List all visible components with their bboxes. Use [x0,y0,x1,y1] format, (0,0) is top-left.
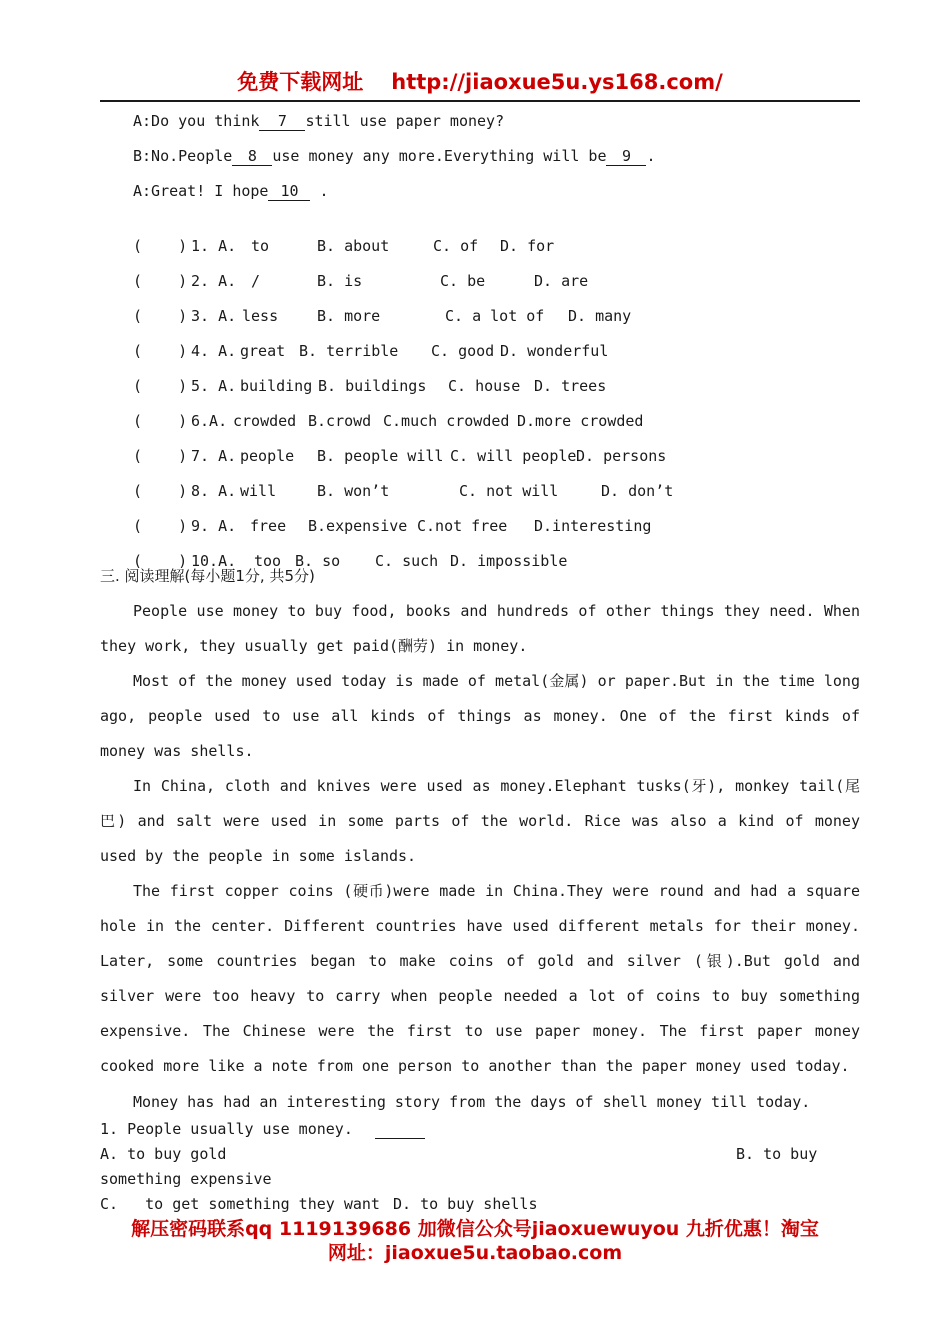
question-row: ( ) 9. A. free B.expensive C.not free D.interesting [133,517,652,535]
header-url[interactable]: http://jiaoxue5u.ys168.com/ [391,70,723,94]
passage-paragraph: People use money to buy food, books and hundreds of other things they need. When they work, they usually get paid(酬劳) in money. [100,602,860,655]
footer-line-2[interactable]: 网址：jiaoxue5u.taobao.com [327,1242,623,1264]
question-row: ( ) 6.A. crowded B.crowd C.much crowded D.more crowded [133,412,644,430]
question-row: ( ) 8. A. will B. won’t C. not will D. don’t [133,482,674,500]
section-title: 三. 阅读理解(每小题1分, 共5分) [100,567,315,585]
header-title: 免费下载网址 [237,70,364,94]
dialog-line-b: B:No.People 8 use money any more.Everything will be 9 . [133,147,656,165]
question-row: ( ) 3. A. less B. more C. a lot of D. many [133,307,632,325]
question-row: ( ) 4. A. great B. terrible C. good D. wonderful [133,342,609,360]
option-a: A. to buy gold [100,1145,227,1163]
dialog-line-a1: A:Do you think 7 still use paper money? [133,112,505,130]
blank-9: 9 [606,148,646,166]
option-b: B. to buy [736,1145,818,1163]
blank-10: 10 [268,183,310,201]
page-footer [0,1217,950,1265]
question-row: ( ) 5. A. building B. buildings C. house D. trees [133,377,607,395]
passage-paragraph: Most of the money used today is made of metal(金属) or paper.But in the time long ago, people used to use all kinds of things as money. One of the first kinds of money was shells. [100,672,860,760]
option-b-continued: something expensive [100,1170,272,1188]
question-row: ( ) 7. A. people B. people will C. will people D. persons [133,447,667,465]
blank-8: 8 [232,148,272,166]
dialog-line-a2: A:Great! I hope 10 . [133,182,329,200]
passage-paragraph: In China, cloth and knives were used as money.Elephant tusks(牙), monkey tail(尾巴) and salt were used in some parts of the world. Rice was also a kind of money used by the people in some islands. [100,777,860,865]
reading-question-stem: 1. People usually use money. [100,1119,425,1139]
footer-line-1: 解压密码联系qq 1119139686 加微信公众号jiaoxuewuyou 九折优惠！淘宝 [131,1218,819,1240]
option-c: C. to get something they want [100,1195,380,1213]
passage-paragraph: Money has had an interesting story from the days of shell money till today. [133,1093,811,1111]
page-header [100,66,860,102]
question-row: ( ) 1. A. to B. about C. of D. for [133,237,555,255]
option-d: D. to buy shells [393,1195,538,1213]
answer-blank [375,1121,425,1139]
passage-paragraph: The first copper coins (硬币)were made in China.They were round and had a square hole in the center. Different countries have used different metals for their money. Later, some countries began to make coins of gold and silver (银).But gold and silver were too heavy to carry when people needed a lot of coins to buy something expensive. The Chinese were the first to use paper money. The first paper money cooked more like a note from one person to another than the paper money used today. [100,882,860,1075]
question-row: ( ) 2. A. / B. is C. be D. are [133,272,589,290]
question-row: ( ) 10.A. too B. so C. such D. impossible [133,552,568,570]
blank-7: 7 [259,113,305,131]
